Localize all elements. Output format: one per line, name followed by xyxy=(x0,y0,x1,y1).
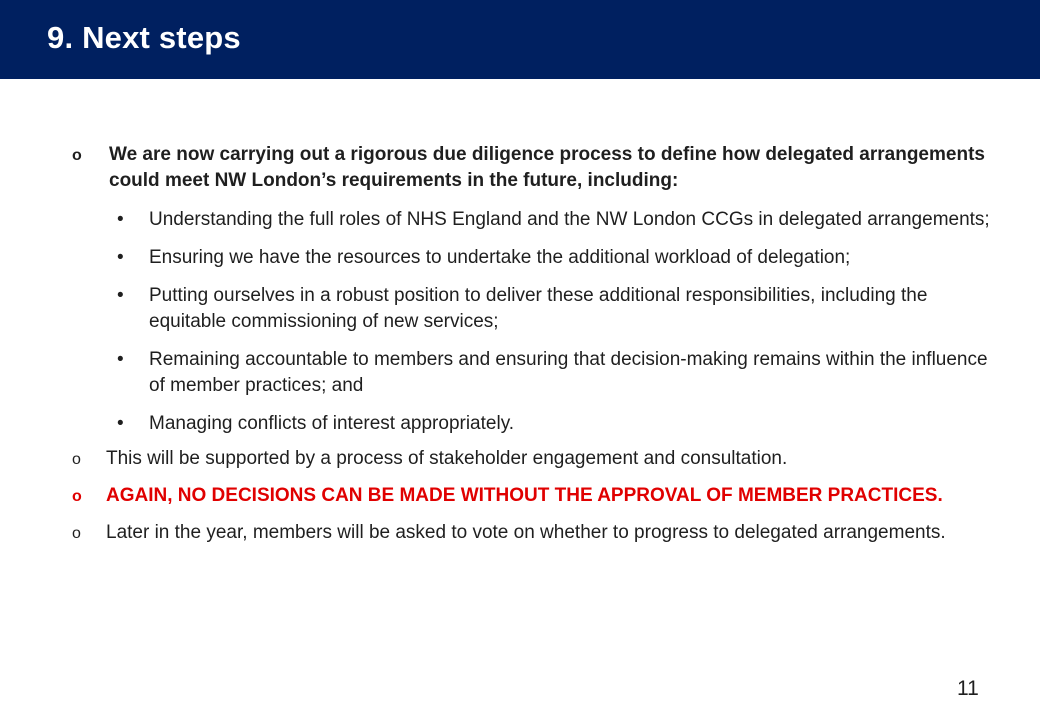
bullet-icon: • xyxy=(117,413,124,434)
intro-text: We are now carrying out a rigorous due diligence process to define how delegated arrangements could meet NW London’s requirements in the future, including: xyxy=(109,144,985,191)
slide-body xyxy=(72,142,992,557)
bullet-icon: • xyxy=(117,209,124,230)
circle-bullet-icon: o xyxy=(72,525,81,542)
circle-bullet-icon: o xyxy=(72,451,81,468)
sub-point-text: Remaining accountable to members and ensuring that decision-making remains within the influence of member practices; and xyxy=(149,349,988,396)
page-number: 11 xyxy=(957,677,979,700)
sub-point-text: Ensuring we have the resources to undertake the additional workload of delegation; xyxy=(149,247,851,268)
slide-title: 9. Next steps xyxy=(47,20,241,55)
circle-bullet-icon: o xyxy=(72,488,82,505)
main-point-text: Later in the year, members will be asked to vote on whether to progress to delegated arrangements. xyxy=(106,522,946,543)
bullet-icon: • xyxy=(117,349,124,370)
sub-point xyxy=(72,207,992,233)
main-point-text: This will be supported by a process of stakeholder engagement and consultation. xyxy=(106,448,788,469)
warning-text: AGAIN, NO DECISIONS CAN BE MADE WITHOUT THE APPROVAL OF MEMBER PRACTICES. xyxy=(106,485,943,506)
bullet-icon: • xyxy=(117,247,124,268)
main-point xyxy=(72,520,992,546)
main-point xyxy=(72,446,992,472)
bullet-icon: • xyxy=(117,285,124,306)
sub-point xyxy=(72,347,992,399)
sub-point xyxy=(72,245,992,271)
sub-point xyxy=(72,283,992,335)
title-bar xyxy=(0,0,1040,79)
sub-point-text: Managing conflicts of interest appropriately. xyxy=(149,413,515,434)
sub-point xyxy=(72,411,992,437)
circle-bullet-icon: o xyxy=(72,147,82,164)
warning-point xyxy=(72,483,992,509)
sub-point-text: Understanding the full roles of NHS England and the NW London CCGs in delegated arrangements; xyxy=(149,209,990,230)
intro-point xyxy=(72,142,992,194)
sub-point-text: Putting ourselves in a robust position to deliver these additional responsibilities, including the equitable commissioning of new services; xyxy=(149,285,928,332)
